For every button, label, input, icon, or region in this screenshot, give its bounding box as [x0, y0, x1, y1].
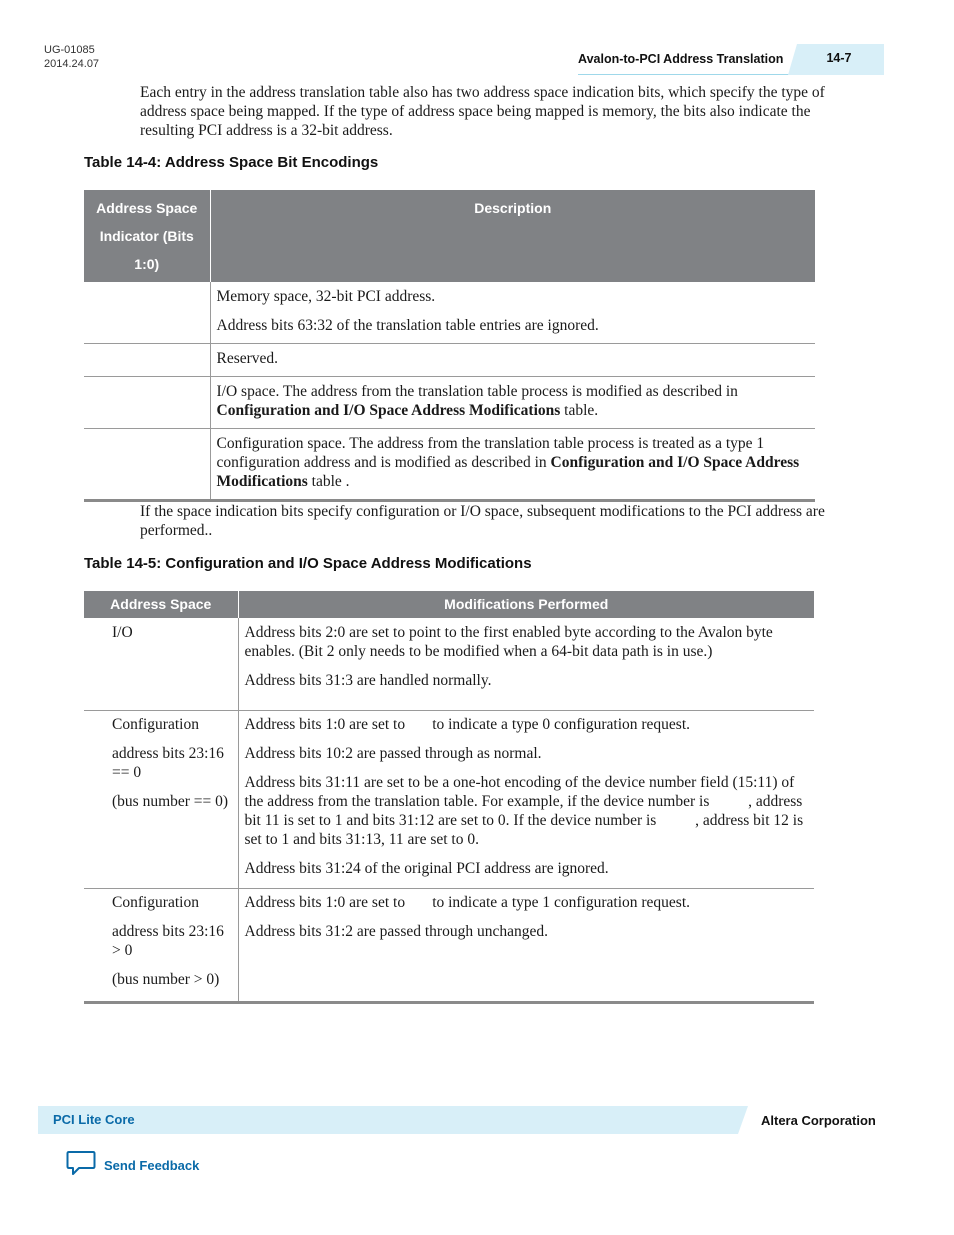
address-space-text: (bus number == 0) — [112, 793, 229, 810]
modification-text: Address bits 10:2 are passed through as normal. — [244, 745, 542, 762]
table-row — [84, 889, 814, 1003]
modification-text: Address bits 31:11 are set to be a one-hot encoding of the device number field (15:11) of the address from the translation table. For example, if the device number is , address bit 11 is set to 1 and bits 31:12 are set to 0. If the device number is , address bit 12 is set to 1 and bits 31:13, 11 are set to 0. — [244, 774, 808, 848]
description-text: Address bits 63:32 of the translation table entries are ignored. — [216, 317, 599, 334]
address-space-text: address bits 23:16 > 0 — [112, 923, 224, 959]
table-row — [84, 377, 815, 429]
address-space-cell — [84, 618, 238, 711]
modifications-cell — [238, 711, 814, 889]
send-feedback-label: Send Feedback — [104, 1158, 200, 1173]
intro-paragraph: Each entry in the address translation table also has two address space indication bits, which specify the type of address space being mapped. If the type of address space being mapped is memory, the bits also indicate the resulting PCI address is a 32-bit address. — [140, 84, 825, 139]
config-io-address-modifications-table — [84, 591, 814, 1004]
address-space-cell — [84, 889, 238, 1003]
send-feedback-link[interactable] — [66, 1150, 199, 1181]
description-cell — [210, 344, 815, 377]
indicator-cell — [84, 282, 210, 344]
table-cross-reference: Configuration and I/O Space Address Modifications — [216, 402, 561, 419]
modification-text: Address bits 31:2 are passed through unchanged. — [244, 923, 548, 940]
column-header-indicator: Address Space Indicator (Bits 1:0) — [84, 190, 210, 282]
description-cell — [210, 377, 815, 429]
column-header-address-space: Address Space — [84, 591, 238, 618]
speech-bubble-icon — [66, 1150, 96, 1181]
description-text: table . — [307, 473, 350, 490]
section-title: Avalon-to-PCI Address Translation — [578, 52, 784, 66]
description-cell — [210, 429, 815, 501]
indicator-cell — [84, 377, 210, 429]
modification-text: Address bits 1:0 are set to to indicate a type 1 configuration request. — [244, 894, 691, 911]
table-row — [84, 282, 815, 344]
address-space-text: I/O — [112, 624, 133, 641]
address-space-text: (bus number > 0) — [112, 971, 220, 988]
footer-company: Altera Corporation — [761, 1113, 876, 1128]
table2-caption: Table 14-5: Configuration and I/O Space Address Modifications — [84, 555, 532, 572]
mid-paragraph: If the space indication bits specify configuration or I/O space, subsequent modifications to the PCI address are performed.. — [140, 503, 825, 539]
modification-text: Address bits 1:0 are set to to indicate a type 0 configuration request. — [244, 716, 691, 733]
table-row — [84, 429, 815, 501]
table-header-row — [84, 190, 815, 282]
description-text: Configuration space. The address from the translation table process is treated as a type 1 configuration address and is modified as described in — [216, 435, 765, 471]
table1-caption: Table 14-4: Address Space Bit Encodings — [84, 154, 379, 171]
table-row — [84, 711, 814, 889]
page-number-tab — [797, 44, 884, 75]
description-cell — [210, 282, 815, 344]
footer-band — [38, 1106, 738, 1134]
footer-product-link[interactable]: PCI Lite Core — [53, 1112, 135, 1127]
description-text: Reserved. — [216, 350, 279, 367]
table-header-row — [84, 591, 814, 618]
page-number: 14-7 — [826, 51, 852, 65]
address-space-text: address bits 23:16 == 0 — [112, 745, 224, 781]
description-text: Memory space, 32-bit PCI address. — [216, 288, 436, 305]
modifications-cell — [238, 618, 814, 711]
address-space-text: Configuration — [112, 716, 199, 733]
document-date: 2014.24.07 — [44, 58, 100, 70]
document-id: UG-01085 — [44, 44, 95, 56]
table-row — [84, 344, 815, 377]
description-text: table. — [560, 402, 599, 419]
column-header-modifications: Modifications Performed — [238, 591, 814, 618]
document-id-block — [44, 43, 99, 71]
modification-text: Address bits 31:3 are handled normally. — [244, 672, 492, 689]
modification-text: Address bits 31:24 of the original PCI address are ignored. — [244, 860, 609, 877]
indicator-cell — [84, 344, 210, 377]
address-space-text: Configuration — [112, 894, 199, 911]
table-cross-reference: Configuration and I/O Space Address Modifications — [216, 454, 800, 490]
modification-text: Address bits 2:0 are set to point to the first enabled byte according to the Avalon byte enables. (Bit 2 only needs to be modified when a 64-bit data path is in use.) — [244, 624, 773, 660]
header-rule — [578, 74, 798, 75]
address-space-cell — [84, 711, 238, 889]
table-row — [84, 618, 814, 711]
indicator-cell — [84, 429, 210, 501]
address-space-bit-encodings-table — [84, 190, 815, 502]
modifications-cell — [238, 889, 814, 1003]
column-header-description: Description — [210, 190, 815, 282]
description-text: I/O space. The address from the translation table process is modified as described in — [216, 383, 738, 400]
